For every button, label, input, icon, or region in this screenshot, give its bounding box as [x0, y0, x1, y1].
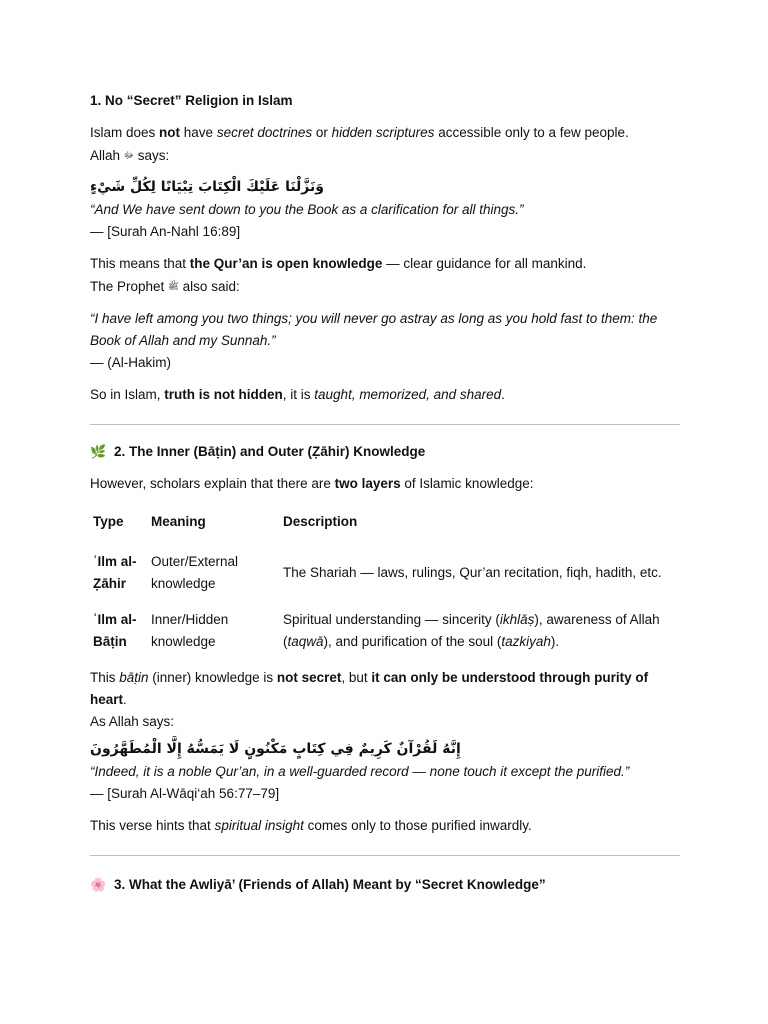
section-2-heading: 🌿 2. The Inner (Bāṭin) and Outer (Ẓāhir) Knowledge [90, 441, 680, 463]
table-header-description: Description [283, 514, 358, 529]
section-divider [90, 855, 680, 856]
table-header-meaning: Meaning [151, 514, 206, 529]
section-3-heading: 🌸 3. What the Awliyā’ (Friends of Allah) Meant by “Secret Knowledge” [90, 874, 680, 896]
flower-icon: 🌸 [90, 877, 107, 892]
verse-1-translation: “And We have sent down to you the Book as a clarification for all things.” [90, 202, 524, 217]
section-1-paragraph-2: This means that the Qur’an is open knowledge — clear guidance for all mankind. The Prophet ﷺ also said: [90, 256, 587, 294]
section-2-intro: However, scholars explain that there are two layers of Islamic knowledge: [90, 476, 534, 491]
hadith-quote: “I have left among you two things; you will never go astray as long as you hold fast to them: the Book of Allah and my Sunnah.” [90, 311, 658, 348]
verse-1-citation: — [Surah An-Nahl 16:89] [90, 224, 241, 239]
table-cell-type: ʿIlm al-Bāṭin [93, 612, 137, 649]
verse-2-translation: “Indeed, it is a noble Qur’an, in a well-guarded record — none touch it except the purified.” [90, 764, 630, 779]
verse-2-citation: — [Surah Al-Wāqi‘ah 56:77–79] [90, 786, 280, 801]
arabic-verse-2: إِنَّهُ لَقُرْآنٌ كَرِيمٌ فِي كِتَابٍ مَكْنُونٍ لَا يَمَسُّهُ إِلَّا الْمُطَهَّرُونَ [90, 741, 461, 757]
section-2-paragraph-1: This bāṭin (inner) knowledge is not secret, but it can only be understood through purity of heart. As Allah says: [90, 670, 649, 729]
section-2-paragraph-2: This verse hints that spiritual insight comes only to those purified inwardly. [90, 818, 532, 833]
hadith-source: — (Al-Hakim) [90, 355, 171, 370]
section-1-paragraph-3: So in Islam, truth is not hidden, it is taught, memorized, and shared. [90, 387, 505, 402]
table-cell-description: Spiritual understanding — sincerity (ikhlāṣ), awareness of Allah (taqwā), and purification of the soul (tazkiyah). [283, 612, 660, 649]
section-1-paragraph-1: Islam does not have secret doctrines or hidden scriptures accessible only to a few people. Allah ﷻ says: [90, 125, 629, 163]
table-cell-description: The Shariah — laws, rulings, Qur’an recitation, fiqh, hadith, etc. [283, 565, 662, 580]
table-cell-meaning: Outer/External knowledge [151, 554, 239, 591]
table-cell-meaning: Inner/Hidden knowledge [151, 612, 229, 649]
herb-icon: 🌿 [90, 444, 107, 459]
table-row [90, 543, 680, 603]
honorific-icon: ﷻ [123, 150, 134, 160]
knowledge-table [90, 507, 680, 657]
table-header-row [90, 507, 680, 543]
table-cell-type: ʿIlm al-Ẓāhir [93, 554, 137, 591]
section-divider [90, 424, 680, 425]
table-row [90, 603, 680, 657]
document-content [90, 90, 680, 896]
table-header-type: Type [93, 514, 124, 529]
section-1-heading: 1. No “Secret” Religion in Islam [90, 93, 293, 108]
honorific-icon: ﷺ [168, 281, 179, 291]
arabic-verse-1: وَنَزَّلْنَا عَلَيْكَ الْكِتَابَ تِبْيَانًا لِكُلِّ شَيْءٍ [90, 179, 324, 195]
